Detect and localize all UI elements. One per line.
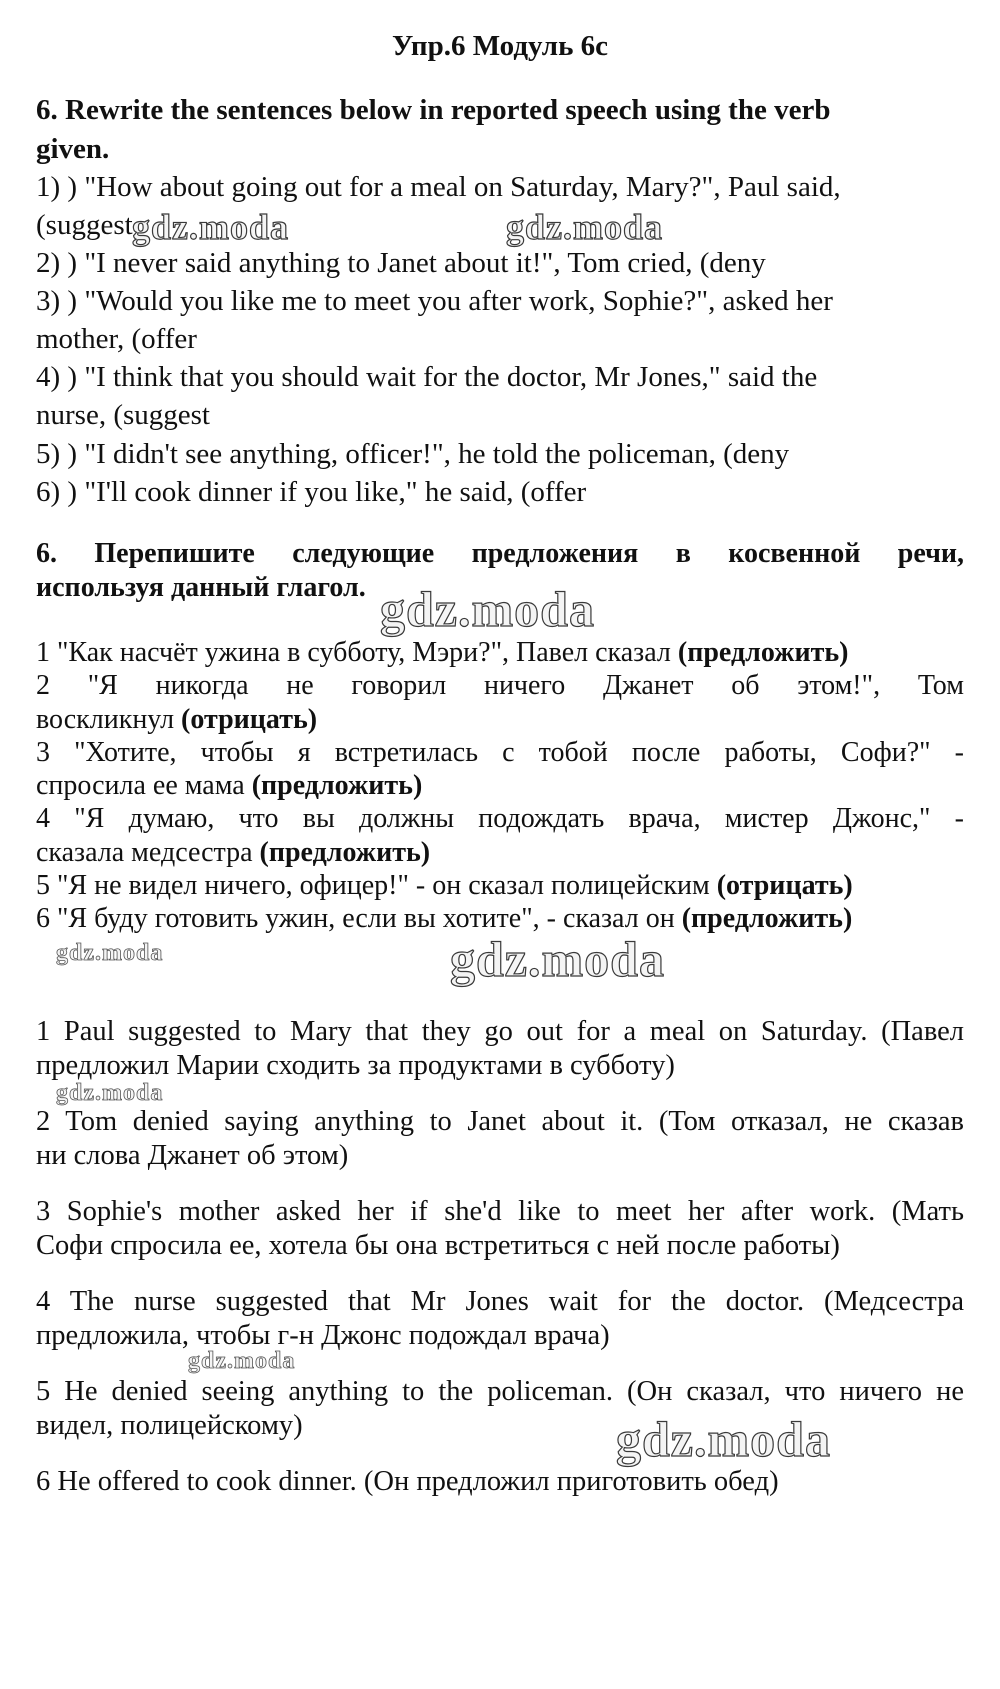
task-en-line: 1) ) "How about going out for a meal on Saturday, Mary?", Paul said, — [36, 171, 841, 203]
watermark: gdz.moda — [616, 1411, 831, 1467]
watermark: gdz.moda — [506, 207, 664, 247]
answer-line-cont: ни слова Джанет об этом) — [36, 1140, 349, 1171]
task-ru-item-cont: спросила ее мама (предложить) — [36, 770, 423, 801]
answer-line-cont: предложил Марии сходить за продуктами в субботу) — [36, 1050, 675, 1081]
answer-line-cont: предложила, чтобы г-н Джонс подождал врача) — [36, 1320, 610, 1351]
task-ru-item-cont: сказала медсестра (предложить) — [36, 837, 431, 868]
answer-line: 2 Tom denied saying anything to Janet about it. (Том отказал, не сказав — [36, 1106, 964, 1137]
task-ru-item: 5 "Я не видел ничего, офицер!" - он сказал полицейским (отрицать) — [36, 870, 853, 901]
task-en-line: 3) ) "Would you like me to meet you after work, Sophie?", asked her — [36, 285, 833, 317]
task-en-heading-cont: given. — [36, 133, 110, 165]
watermark: gdz.moda — [56, 940, 164, 966]
watermark: gdz.moda — [380, 581, 595, 637]
task-en-line: 6) ) "I'll cook dinner if you like," he said, (offer — [36, 476, 587, 508]
page-title: Упр.6 Модуль 6с — [391, 30, 609, 62]
task-ru-heading: 6. Перепишите следующие предложения в косвенной речи, — [36, 538, 964, 569]
task-en-heading: 6. Rewrite the sentences below in reported speech using the verb — [36, 94, 831, 126]
watermark: gdz.moda — [56, 1080, 164, 1106]
watermark: gdz.moda — [450, 931, 665, 987]
answer-line-cont: видел, полицейскому) — [36, 1410, 303, 1441]
task-en-line: mother, (offer — [36, 323, 197, 355]
task-ru-item-cont: воскликнул (отрицать) — [36, 704, 318, 735]
task-en-line: (suggest — [36, 209, 133, 241]
task-ru-item: 1 "Как насчёт ужина в субботу, Мэри?", Павел сказал (предложить) — [36, 637, 849, 668]
answer-line: 3 Sophie's mother asked her if she'd like to meet her after work. (Мать — [36, 1196, 964, 1227]
task-ru-item: 2 "Я никогда не говорил ничего Джанет об этом!", Том — [36, 670, 964, 701]
watermark: gdz.moda — [132, 207, 290, 247]
task-en-line: 5) ) "I didn't see anything, officer!", he told the policeman, (deny — [36, 438, 790, 470]
answer-line-cont: Софи спросила ее, хотела бы она встретиться с ней после работы) — [36, 1230, 840, 1261]
answer-line: 5 He denied seeing anything to the policeman. (Он сказал, что ничего не — [36, 1376, 964, 1407]
task-ru-item: 3 "Хотите, чтобы я встретилась с тобой после работы, Софи?" - — [36, 737, 964, 768]
watermark: gdz.moda — [188, 1348, 296, 1374]
task-ru-item: 6 "Я буду готовить ужин, если вы хотите", - сказал он (предложить) — [36, 903, 853, 934]
answer-line: 4 The nurse suggested that Mr Jones wait for the doctor. (Медсестра — [36, 1286, 964, 1317]
task-ru-heading-cont: используя данный глагол. — [36, 572, 366, 603]
task-en-line: 4) ) "I think that you should wait for the doctor, Mr Jones," said the — [36, 361, 818, 393]
answer-line: 6 He offered to cook dinner. (Он предложил приготовить обед) — [36, 1466, 779, 1497]
task-ru-item: 4 "Я думаю, что вы должны подождать врача, мистер Джонс," - — [36, 803, 964, 834]
answer-line: 1 Paul suggested to Mary that they go out for a meal on Saturday. (Павел — [36, 1016, 964, 1047]
task-en-line: nurse, (suggest — [36, 399, 210, 431]
task-en-line: 2) ) "I never said anything to Janet about it!", Tom cried, (deny — [36, 247, 766, 279]
